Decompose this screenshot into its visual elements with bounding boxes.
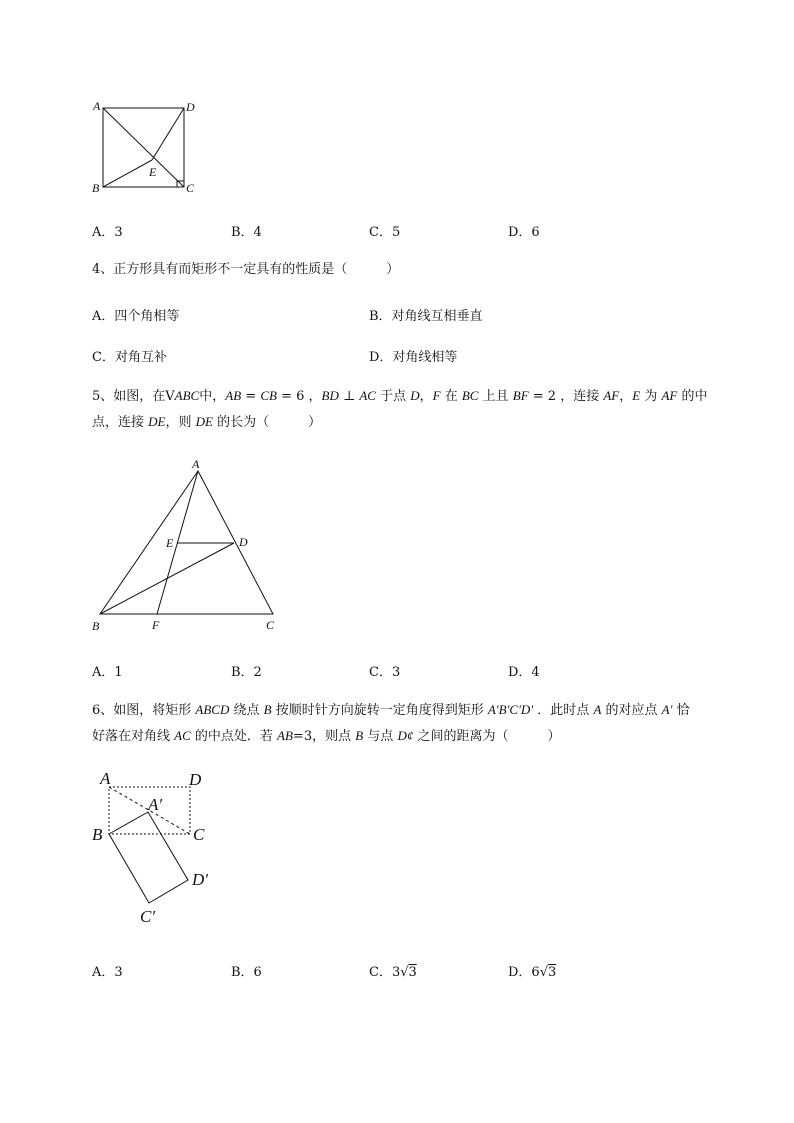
label-e: E	[149, 165, 157, 179]
label-a: A	[192, 457, 200, 471]
q4-option-a: A．四个角相等	[92, 309, 180, 324]
label-c: C	[186, 181, 195, 195]
sqrt-icon: √	[539, 965, 548, 980]
q5-option-a: A．1	[92, 665, 123, 680]
label-b: B	[92, 825, 103, 844]
diagonal-ac	[103, 108, 184, 187]
q4-option-d: D．对角线相等	[369, 350, 458, 365]
label-c: C	[193, 825, 205, 844]
q4-stem: 4、正方形具有而矩形不一定具有的性质是（ ）	[92, 262, 400, 277]
label-c-prime: C′	[140, 907, 156, 926]
q5-option-c: C．3	[369, 665, 401, 680]
q6-option-c: C．3√3	[369, 965, 417, 980]
label-b: B	[92, 619, 100, 633]
label-a: A	[93, 99, 101, 113]
q4-option-c: C．对角互补	[92, 350, 167, 365]
q3-option-b: B．4	[231, 225, 262, 240]
segment-de	[152, 108, 184, 160]
label-d-prime: D′	[192, 870, 208, 889]
segment-be	[103, 160, 152, 187]
q5-stem-line2: 点，连接 DE，则 DE 的长为（ ）	[92, 414, 322, 430]
q3-option-c: C．5	[369, 225, 401, 240]
figure-triangle-abc	[86, 452, 286, 637]
label-f: F	[152, 618, 160, 632]
figure-square-abcd	[88, 96, 208, 200]
q6-stem-line2: 好落在对角线 AC 的中点处．若 AB=3，则点 B 与点 D¢ 之间的距离为（ ）	[92, 728, 561, 744]
q5-option-d: D．4	[508, 665, 540, 680]
label-a: A	[100, 769, 111, 788]
q5-option-b: B．2	[231, 665, 262, 680]
q3-option-d: D．6	[508, 225, 540, 240]
label-a-prime: A′	[148, 795, 163, 814]
sqrt-icon: √	[400, 965, 409, 980]
q4-option-b: B．对角线互相垂直	[369, 309, 483, 324]
label-d: D	[186, 100, 195, 114]
figure-rotated-rectangle	[86, 762, 226, 932]
q6-option-d: D．6√3	[508, 965, 557, 980]
q6-stem-line1: 6、如图，将矩形 ABCD 绕点 B 按顺时针方向旋转一定角度得到矩形 A′B′C′D′ ．此时点 A 的对应点 A′ 恰	[92, 702, 690, 718]
q6-option-b: B．6	[231, 965, 262, 980]
q6-option-a: A．3	[92, 965, 123, 980]
label-d: D	[239, 535, 248, 549]
q3-option-a: A．3	[92, 225, 123, 240]
label-e: E	[166, 536, 174, 550]
rectangle-a1b1c1d1	[109, 812, 188, 903]
label-c: C	[266, 618, 275, 632]
q5-stem-line1: 5、如图，在VABC中，AB = CB = 6 ，BD ⊥ AC 于点 D，F 在 BC 上且 BF = 2 ，连接 AF，E 为 AF 的中	[92, 388, 708, 404]
label-b: B	[92, 181, 100, 195]
label-d: D	[189, 770, 202, 789]
